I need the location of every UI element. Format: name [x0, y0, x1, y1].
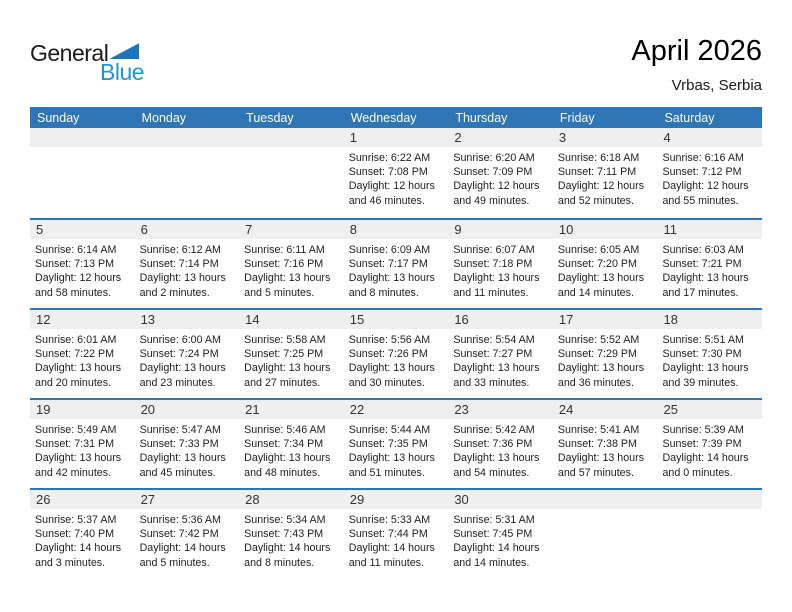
- week-row: [30, 128, 762, 218]
- daylight-minutes-text: and 46 minutes.: [348, 194, 425, 207]
- daylight-hours-text: Daylight: 13 hours: [139, 272, 226, 285]
- daylight-hours-text: Daylight: 12 hours: [348, 180, 435, 193]
- day-number: 22: [349, 402, 365, 417]
- daylight-minutes-text: and 5 minutes.: [139, 556, 210, 569]
- sunrise-text: Sunrise: 6:12 AM: [139, 244, 221, 256]
- day-number-band: [30, 128, 762, 147]
- day-number: 27: [140, 492, 156, 507]
- sunset-text: Sunset: 7:27 PM: [453, 348, 533, 361]
- daylight-minutes-text: and 57 minutes.: [557, 466, 634, 479]
- daylight-hours-text: Daylight: 14 hours: [348, 542, 435, 555]
- day-cell: [239, 509, 344, 578]
- day-number: 26: [36, 492, 51, 507]
- weekday-label-tuesday: Tuesday: [246, 111, 294, 125]
- sunrise-text: Sunrise: 6:20 AM: [453, 152, 535, 164]
- day-cell: [553, 147, 658, 218]
- empty-day-number: [30, 128, 135, 147]
- day-cell: [30, 329, 135, 398]
- week-row: [30, 488, 762, 578]
- sunrise-text: Sunrise: 5:31 AM: [453, 514, 535, 526]
- daylight-minutes-text: and 8 minutes.: [348, 286, 419, 299]
- sunrise-text: Sunrise: 5:51 AM: [662, 334, 744, 346]
- daylight-hours-text: Daylight: 14 hours: [453, 542, 540, 555]
- sunrise-text: Sunrise: 5:33 AM: [348, 514, 431, 526]
- sunrise-text: Sunrise: 6:05 AM: [557, 244, 640, 256]
- day-number: 20: [140, 402, 156, 417]
- day-detail-row: [30, 419, 762, 488]
- day-number: 17: [558, 312, 574, 327]
- daylight-minutes-text: and 42 minutes.: [35, 466, 112, 479]
- day-number: 21: [245, 402, 260, 417]
- daylight-minutes-text: and 33 minutes.: [453, 376, 530, 389]
- day-number: 18: [663, 312, 678, 327]
- sunset-text: Sunset: 7:42 PM: [139, 528, 219, 541]
- empty-day-cell: [553, 509, 658, 578]
- daylight-hours-text: Daylight: 14 hours: [139, 542, 226, 555]
- sunrise-text: Sunrise: 6:18 AM: [557, 152, 640, 164]
- day-number: 30: [454, 492, 469, 507]
- weekday-label-friday: Friday: [559, 111, 595, 125]
- daylight-hours-text: Daylight: 13 hours: [453, 452, 540, 465]
- sunset-text: Sunset: 7:43 PM: [244, 528, 324, 541]
- daylight-minutes-text: and 20 minutes.: [35, 376, 112, 389]
- general-blue-logo: [30, 42, 144, 84]
- weekday-header-row: [30, 107, 762, 128]
- logo-text-general: General: [30, 40, 109, 66]
- day-number: 15: [349, 312, 365, 327]
- day-number-band: [30, 310, 762, 329]
- day-cell: [657, 147, 762, 218]
- empty-day-number: [135, 128, 240, 147]
- day-number: 13: [140, 312, 156, 327]
- daylight-hours-text: Daylight: 12 hours: [557, 180, 645, 193]
- day-cell: [553, 329, 658, 398]
- weekday-label-monday: Monday: [141, 111, 187, 125]
- day-cell: [448, 239, 553, 308]
- day-cell: [448, 147, 553, 218]
- logo-triangle-icon: [109, 43, 139, 59]
- sunrise-text: Sunrise: 5:47 AM: [139, 424, 221, 436]
- sunset-text: Sunset: 7:39 PM: [662, 438, 742, 451]
- daylight-hours-text: Daylight: 14 hours: [662, 452, 749, 465]
- day-number: 12: [36, 312, 51, 327]
- daylight-minutes-text: and 39 minutes.: [662, 376, 739, 389]
- sunrise-text: Sunrise: 6:00 AM: [139, 334, 221, 346]
- day-number: 1: [349, 130, 357, 145]
- day-cell: [239, 419, 344, 488]
- sunrise-text: Sunrise: 5:41 AM: [557, 424, 640, 436]
- daylight-hours-text: Daylight: 13 hours: [244, 452, 331, 465]
- sunset-text: Sunset: 7:21 PM: [662, 258, 742, 271]
- day-cell: [30, 419, 135, 488]
- sunset-text: Sunset: 7:13 PM: [35, 258, 115, 271]
- week-row: [30, 398, 762, 488]
- week-row: [30, 218, 762, 308]
- day-number: 11: [663, 222, 677, 237]
- day-cell: [448, 509, 553, 578]
- daylight-hours-text: Daylight: 13 hours: [244, 362, 331, 375]
- daylight-minutes-text: and 23 minutes.: [139, 376, 216, 389]
- sunset-text: Sunset: 7:16 PM: [244, 258, 324, 271]
- daylight-hours-text: Daylight: 13 hours: [244, 272, 331, 285]
- day-cell: [657, 329, 762, 398]
- daylight-minutes-text: and 0 minutes.: [662, 466, 733, 479]
- daylight-minutes-text: and 8 minutes.: [244, 556, 315, 569]
- sunset-text: Sunset: 7:25 PM: [244, 348, 324, 361]
- sunrise-text: Sunrise: 5:36 AM: [139, 514, 221, 526]
- sunrise-text: Sunrise: 5:42 AM: [453, 424, 535, 436]
- day-number-band: [30, 490, 762, 509]
- day-number: 14: [245, 312, 260, 327]
- daylight-hours-text: Daylight: 12 hours: [35, 272, 122, 285]
- daylight-hours-text: Daylight: 12 hours: [662, 180, 749, 193]
- day-number: 3: [558, 130, 567, 145]
- day-cell: [344, 329, 449, 398]
- day-cell: [239, 239, 344, 308]
- day-number: 4: [663, 130, 671, 145]
- daylight-minutes-text: and 17 minutes.: [662, 286, 739, 299]
- sunset-text: Sunset: 7:35 PM: [348, 438, 428, 451]
- sunrise-text: Sunrise: 6:07 AM: [453, 244, 535, 256]
- weekday-label-sunday: Sunday: [37, 111, 80, 125]
- sunset-text: Sunset: 7:20 PM: [557, 258, 637, 271]
- day-number: 5: [36, 222, 44, 237]
- day-cell: [553, 239, 658, 308]
- logo-text-blue: Blue: [100, 59, 145, 85]
- sunset-text: Sunset: 7:09 PM: [453, 166, 533, 179]
- day-cell: [344, 509, 449, 578]
- day-number-band: [30, 400, 762, 419]
- empty-day-cell: [239, 147, 344, 218]
- day-number: 6: [140, 222, 148, 237]
- sunrise-text: Sunrise: 5:54 AM: [453, 334, 535, 346]
- sunset-text: Sunset: 7:29 PM: [557, 348, 637, 361]
- sunset-text: Sunset: 7:22 PM: [35, 348, 115, 361]
- empty-day-cell: [30, 147, 135, 218]
- daylight-minutes-text: and 55 minutes.: [662, 194, 739, 207]
- sunset-text: Sunset: 7:33 PM: [139, 438, 219, 451]
- sunset-text: Sunset: 7:17 PM: [348, 258, 428, 271]
- day-number: 28: [245, 492, 260, 507]
- day-number: 19: [36, 402, 51, 417]
- sunrise-text: Sunrise: 5:34 AM: [244, 514, 326, 526]
- day-number: 24: [558, 402, 574, 417]
- daylight-minutes-text: and 5 minutes.: [244, 286, 315, 299]
- day-cell: [30, 509, 135, 578]
- daylight-minutes-text: and 54 minutes.: [453, 466, 530, 479]
- daylight-hours-text: Daylight: 13 hours: [348, 452, 435, 465]
- day-number: 2: [454, 130, 462, 145]
- day-number: 9: [454, 222, 462, 237]
- daylight-hours-text: Daylight: 13 hours: [557, 272, 645, 285]
- daylight-minutes-text: and 52 minutes.: [557, 194, 634, 207]
- sunrise-text: Sunrise: 6:16 AM: [662, 152, 744, 164]
- day-number: 23: [454, 402, 469, 417]
- weekday-label-wednesday: Wednesday: [350, 111, 417, 125]
- sunset-text: Sunset: 7:31 PM: [35, 438, 115, 451]
- daylight-hours-text: Daylight: 13 hours: [35, 362, 122, 375]
- day-cell: [135, 419, 240, 488]
- empty-day-number: [239, 128, 344, 147]
- sunrise-text: Sunrise: 6:14 AM: [35, 244, 117, 256]
- daylight-hours-text: Daylight: 13 hours: [453, 362, 540, 375]
- daylight-hours-text: Daylight: 12 hours: [453, 180, 540, 193]
- day-cell: [657, 419, 762, 488]
- sunset-text: Sunset: 7:14 PM: [139, 258, 219, 271]
- day-cell: [135, 239, 240, 308]
- empty-day-cell: [135, 147, 240, 218]
- sunset-text: Sunset: 7:11 PM: [557, 166, 637, 179]
- day-cell: [448, 419, 553, 488]
- sunset-text: Sunset: 7:18 PM: [453, 258, 533, 271]
- title-block: [631, 36, 762, 94]
- day-detail-row: [30, 509, 762, 578]
- day-number: 10: [558, 222, 574, 237]
- daylight-minutes-text: and 2 minutes.: [139, 286, 210, 299]
- empty-day-number: [553, 490, 658, 509]
- day-number: 16: [454, 312, 469, 327]
- day-cell: [344, 419, 449, 488]
- sunset-text: Sunset: 7:40 PM: [35, 528, 115, 541]
- daylight-minutes-text: and 48 minutes.: [244, 466, 321, 479]
- sunset-text: Sunset: 7:44 PM: [348, 528, 428, 541]
- daylight-hours-text: Daylight: 14 hours: [35, 542, 122, 555]
- day-detail-row: [30, 147, 762, 218]
- calendar-weeks: [30, 128, 762, 578]
- sunset-text: Sunset: 7:45 PM: [453, 528, 533, 541]
- day-cell: [135, 329, 240, 398]
- sunset-text: Sunset: 7:30 PM: [662, 348, 742, 361]
- page-subtitle: Vrbas, Serbia: [671, 76, 762, 94]
- sunset-text: Sunset: 7:26 PM: [348, 348, 428, 361]
- daylight-minutes-text: and 11 minutes.: [348, 556, 424, 569]
- daylight-hours-text: Daylight: 13 hours: [557, 362, 645, 375]
- sunrise-text: Sunrise: 6:22 AM: [348, 152, 431, 164]
- empty-day-cell: [657, 509, 762, 578]
- daylight-minutes-text: and 58 minutes.: [35, 286, 112, 299]
- daylight-hours-text: Daylight: 13 hours: [662, 272, 749, 285]
- daylight-minutes-text: and 36 minutes.: [557, 376, 634, 389]
- sunrise-text: Sunrise: 6:11 AM: [244, 244, 325, 256]
- month-calendar: [30, 107, 762, 578]
- sunset-text: Sunset: 7:34 PM: [244, 438, 324, 451]
- day-cell: [553, 419, 658, 488]
- day-detail-row: [30, 239, 762, 308]
- day-detail-row: [30, 329, 762, 398]
- day-cell: [30, 239, 135, 308]
- day-cell: [448, 329, 553, 398]
- daylight-minutes-text: and 51 minutes.: [348, 466, 425, 479]
- sunset-text: Sunset: 7:36 PM: [453, 438, 533, 451]
- sunrise-text: Sunrise: 6:01 AM: [35, 334, 117, 346]
- day-number: 25: [663, 402, 678, 417]
- day-cell: [657, 239, 762, 308]
- sunrise-text: Sunrise: 5:52 AM: [557, 334, 640, 346]
- day-number-band: [30, 220, 762, 239]
- sunset-text: Sunset: 7:12 PM: [662, 166, 742, 179]
- sunrise-text: Sunrise: 5:49 AM: [35, 424, 117, 436]
- sunrise-text: Sunrise: 5:39 AM: [662, 424, 744, 436]
- sunrise-text: Sunrise: 6:03 AM: [662, 244, 744, 256]
- daylight-hours-text: Daylight: 13 hours: [348, 362, 435, 375]
- daylight-hours-text: Daylight: 13 hours: [139, 452, 226, 465]
- sunset-text: Sunset: 7:38 PM: [557, 438, 637, 451]
- daylight-minutes-text: and 3 minutes.: [35, 556, 106, 569]
- day-number: 8: [349, 222, 357, 237]
- daylight-minutes-text: and 14 minutes.: [453, 556, 530, 569]
- week-row: [30, 308, 762, 398]
- sunrise-text: Sunrise: 5:58 AM: [244, 334, 326, 346]
- sunset-text: Sunset: 7:08 PM: [348, 166, 428, 179]
- daylight-minutes-text: and 27 minutes.: [244, 376, 321, 389]
- daylight-minutes-text: and 49 minutes.: [453, 194, 530, 207]
- day-cell: [135, 509, 240, 578]
- daylight-hours-text: Daylight: 13 hours: [453, 272, 540, 285]
- day-cell: [344, 239, 449, 308]
- daylight-hours-text: Daylight: 13 hours: [557, 452, 645, 465]
- page-title: April 2026: [631, 35, 762, 67]
- daylight-hours-text: Daylight: 13 hours: [348, 272, 435, 285]
- daylight-hours-text: Daylight: 14 hours: [244, 542, 331, 555]
- day-number: 7: [245, 222, 253, 237]
- daylight-minutes-text: and 14 minutes.: [557, 286, 634, 299]
- sunrise-text: Sunrise: 6:09 AM: [348, 244, 431, 256]
- empty-day-number: [657, 490, 762, 509]
- day-number: 29: [349, 492, 365, 507]
- sunrise-text: Sunrise: 5:56 AM: [348, 334, 431, 346]
- daylight-minutes-text: and 11 minutes.: [453, 286, 529, 299]
- weekday-label-saturday: Saturday: [664, 111, 715, 125]
- daylight-minutes-text: and 45 minutes.: [139, 466, 216, 479]
- day-cell: [344, 147, 449, 218]
- sunrise-text: Sunrise: 5:44 AM: [348, 424, 431, 436]
- weekday-label-thursday: Thursday: [455, 111, 508, 125]
- daylight-hours-text: Daylight: 13 hours: [662, 362, 749, 375]
- daylight-hours-text: Daylight: 13 hours: [35, 452, 122, 465]
- sunset-text: Sunset: 7:24 PM: [139, 348, 219, 361]
- daylight-hours-text: Daylight: 13 hours: [139, 362, 226, 375]
- sunrise-text: Sunrise: 5:37 AM: [35, 514, 117, 526]
- sunrise-text: Sunrise: 5:46 AM: [244, 424, 326, 436]
- day-cell: [239, 329, 344, 398]
- daylight-minutes-text: and 30 minutes.: [348, 376, 425, 389]
